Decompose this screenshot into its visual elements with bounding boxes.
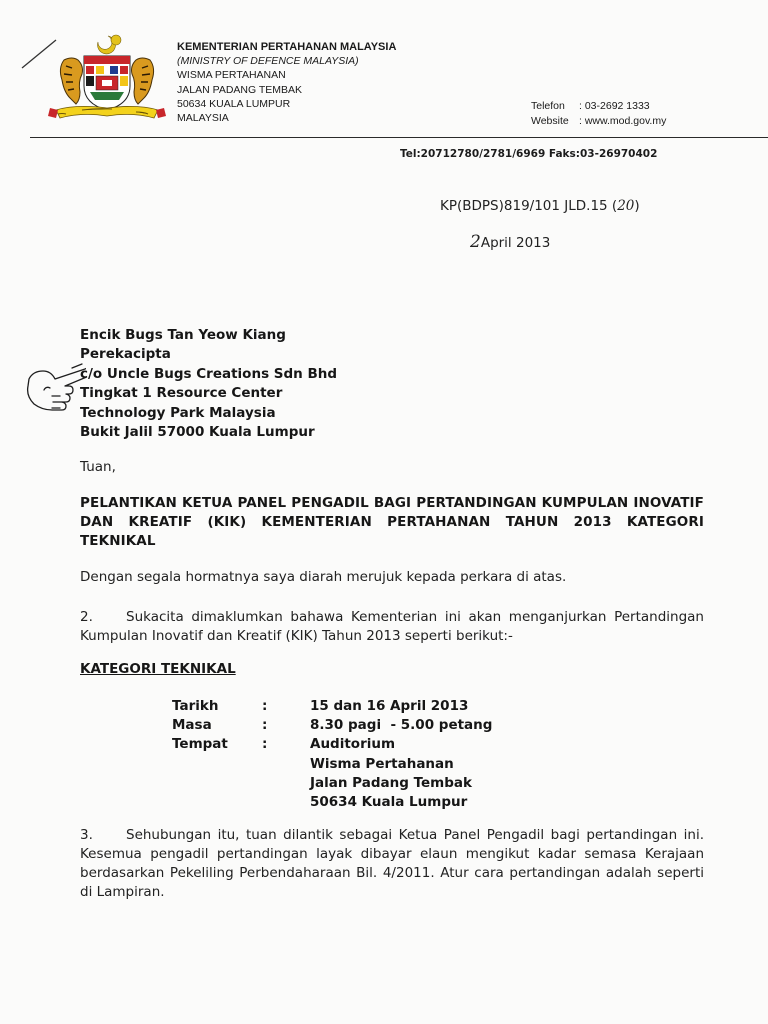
addressee-line: Tingkat 1 Resource Center (80, 385, 283, 402)
website-label: Website (531, 115, 569, 127)
addressee-block (80, 326, 337, 442)
ministry-address-line: MALAYSIA (177, 112, 229, 125)
schedule-row-tempat-cont (172, 774, 492, 793)
addressee-line: Technology Park Malaysia (80, 404, 276, 421)
pointing-hand-icon (22, 362, 86, 418)
paragraph-2-text: Sukacita dimaklumkan bahawa Kementerian ini akan menganjurkan Pertandingan Kumpulan Inovatif dan Kreatif (KIK) Tahun 2013 seperti berikut:- (80, 609, 704, 644)
category-heading: KATEGORI TEKNIKAL (80, 661, 236, 677)
paragraph-3 (80, 826, 704, 902)
subject-heading: PELANTIKAN KETUA PANEL PENGADIL BAGI PERTANDINGAN KUMPULAN INOVATIF DAN KREATIF (KIK) KEMENTERIAN PERTAHANAN TAHUN 2013 KATEGORI TEKNIKAL (80, 495, 704, 549)
website-row (531, 114, 666, 129)
masa-label: Masa (172, 717, 212, 734)
addressee-line: c/o Uncle Bugs Creations Sdn Bhd (80, 365, 338, 382)
colon: : (262, 717, 268, 734)
paragraph-2 (80, 608, 704, 646)
tarikh-label: Tarikh (172, 698, 219, 714)
tempat-label: Tempat (172, 736, 228, 753)
malaysia-coat-of-arms-icon (46, 30, 168, 130)
schedule-row-tempat-cont (172, 755, 492, 774)
salutation: Tuan, (80, 459, 116, 475)
telefon-value: : 03-2692 1333 (579, 100, 650, 112)
paragraph-1: Dengan segala hormatnya saya diarah merujuk kepada perkara di atas. (80, 569, 567, 585)
tempat-line: 50634 Kuala Lumpur (310, 794, 468, 811)
date-handwritten-day: 2 (470, 232, 481, 252)
ministry-name: KEMENTERIAN PERTAHANAN MALAYSIA (177, 41, 397, 53)
website-value: : www.mod.gov.my (579, 115, 667, 127)
letter-date (470, 232, 550, 252)
reference-text: KP(BDPS)819/101 JLD.15 ( (440, 198, 618, 214)
tempat-line: Jalan Padang Tembak (310, 774, 472, 791)
telefon-label: Telefon (531, 100, 565, 112)
schedule-row-tarikh (172, 697, 492, 716)
addressee-line: Bukit Jalil 57000 Kuala Lumpur (80, 424, 315, 441)
date-text: April 2013 (480, 235, 551, 251)
ministry-address-line: WISMA PERTAHANAN (177, 69, 286, 82)
addressee-line: Perekacipta (80, 346, 171, 363)
event-schedule (172, 697, 492, 812)
ministry-name-english: (MINISTRY OF DEFENCE MALAYSIA) (177, 55, 359, 68)
ministry-address-line: JALAN PADANG TEMBAK (177, 83, 303, 96)
addressee-line: Encik Bugs Tan Yeow Kiang (80, 327, 286, 343)
paragraph-number: 3. (80, 827, 93, 843)
schedule-row-tempat-cont (172, 793, 492, 812)
reference-handwritten: 20 (617, 198, 635, 214)
ministry-header (177, 40, 396, 125)
paragraph-number: 2. (80, 609, 93, 625)
ministry-address-line: 50634 KUALA LUMPUR (177, 97, 291, 110)
tarikh-value: 15 dan 16 April 2013 (310, 698, 469, 714)
schedule-row-tempat (172, 735, 492, 754)
colon: : (262, 736, 268, 753)
reference-number (440, 198, 640, 214)
schedule-row-masa (172, 716, 492, 735)
tel-fax-line: Tel:20712780/2781/6969 Faks:03-26970402 (400, 148, 658, 160)
paragraph-3-text: Sehubungan itu, tuan dilantik sebagai Ketua Panel Pengadil bagi pertandingan ini. Kesemua pengadil pertandingan layak dibayar elaun mengikut kadar semasa Kerajaan berdasarkan Pekeliling Perbendaharaan Bil. 4/2011. Atur cara pertandingan adalah seperti di Lampiran. (80, 827, 704, 900)
tempat-line: Wisma Pertahanan (310, 755, 454, 772)
tempat-line: Auditorium (310, 736, 396, 753)
reference-close: ) (634, 198, 640, 214)
telefon-row (531, 99, 666, 114)
colon: : (262, 698, 268, 714)
header-divider (30, 137, 768, 138)
ministry-contact (531, 99, 666, 129)
masa-value: 8.30 pagi - 5.00 petang (310, 717, 493, 734)
